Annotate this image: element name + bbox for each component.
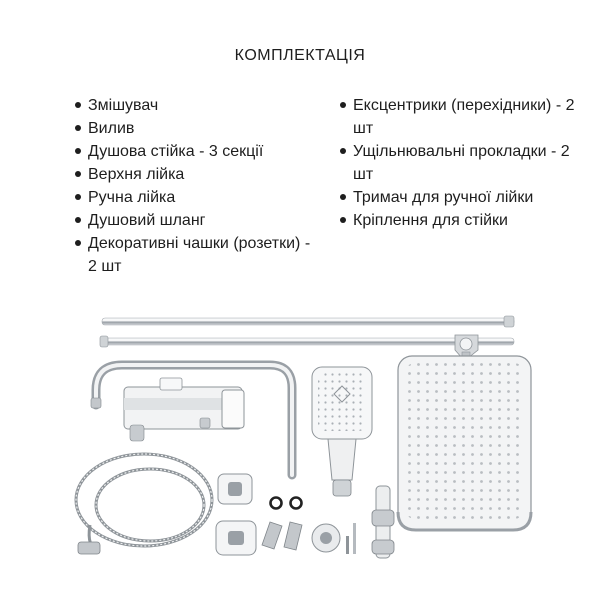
page-title: КОМПЛЕКТАЦІЯ [234, 47, 366, 64]
kit-list-left [74, 94, 314, 278]
list-item: Кріплення для стійки [339, 209, 594, 232]
overhead-shower [398, 356, 531, 530]
eccentrics [262, 522, 302, 550]
list-item: Ручна лійка [74, 186, 314, 209]
list-item: Верхня лійка [74, 163, 314, 186]
product-photo [0, 300, 600, 600]
list-item: Ущільнювальні прокладки - 2 шт [339, 140, 594, 186]
list-item: Тримач для ручної лійки [339, 186, 594, 209]
list-item: Душова стійка - 3 секції [74, 140, 314, 163]
list-item: Декоративні чашки (розетки) - 2 шт [74, 232, 314, 278]
shower-hose [76, 454, 212, 554]
list-item: Змішувач [74, 94, 314, 117]
mixer [124, 378, 244, 441]
list-item: Вилив [74, 117, 314, 140]
hand-shower [312, 367, 372, 496]
gaskets [271, 498, 302, 509]
hand-shower-holder [372, 486, 394, 558]
list-item: Ексцентрики (перехідники) - 2 шт [339, 94, 594, 140]
shower-rail-sections [100, 316, 514, 362]
kit-list-right [339, 94, 594, 232]
rail-bracket [312, 523, 356, 554]
decorative-cups [216, 474, 256, 555]
list-item: Душовий шланг [74, 209, 314, 232]
